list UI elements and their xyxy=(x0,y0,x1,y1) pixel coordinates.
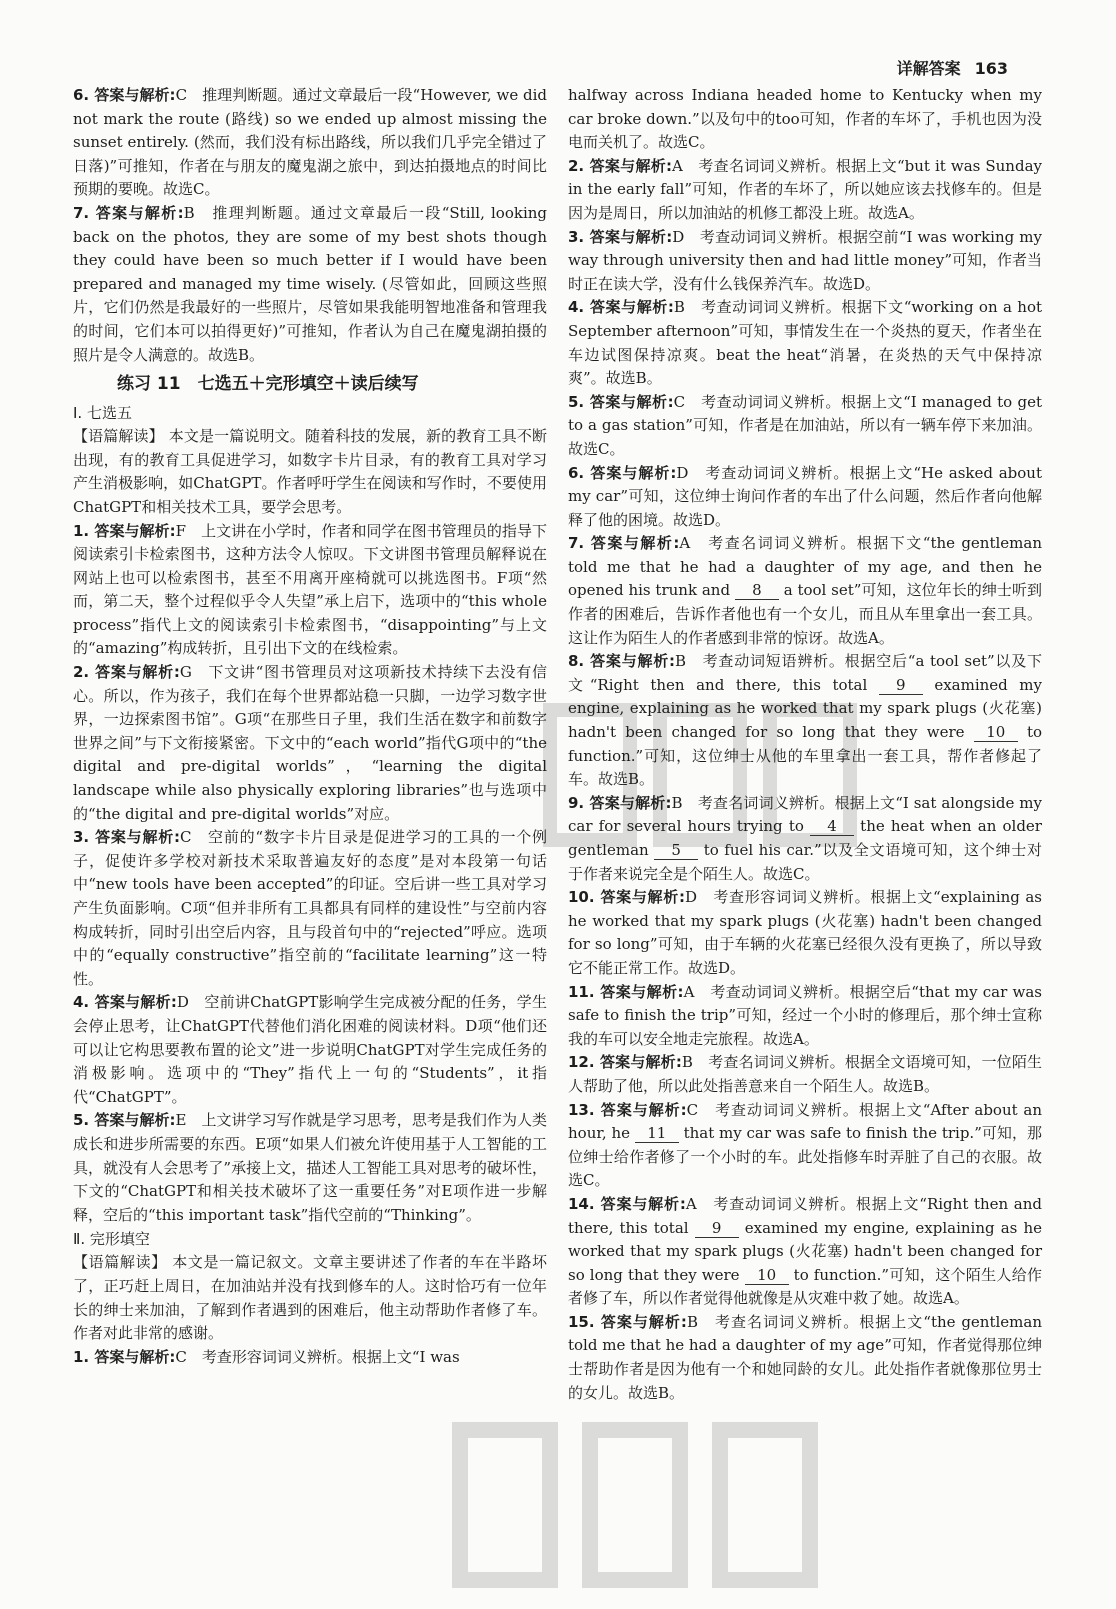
answer-label: 4. 答案与解析: xyxy=(73,993,177,1012)
answer-item xyxy=(73,991,547,1109)
answer-text: E 上文讲学习写作就是学习思考，思考是我们作为人类成长和进步所需要的东西。E项“如果人们被允许使用基于人工智能的工具，就没有人会思考了”承接上文，描述人工智能工具对思考的破坏性，下文的“ChatGPT和相关技术破坏了这一重要任务”对E项作进一步解释，空后的“this important task”指代空前的“Thinking”。 xyxy=(73,1111,548,1224)
answer-label: 5. 答案与解析: xyxy=(568,392,674,411)
answer-text: C 空前的“数字卡片目录是促进学习的工具的一个例子，促使许多学校对新技术采取普遍友好的态度”是对本段第一句话中“new tools have been accepted”的印证。空后讲一些工具对学习产生负面影响。C项“但并非所有工具都具有同样的建设性”与空前内容构成转折，同时引出空后内容，且与段首句中的“rejected”呼应。选项中的“equally constructive”指空前的“facilitate learning”这一特性。 xyxy=(73,828,547,988)
answer-item xyxy=(568,1311,1042,1405)
answer-item xyxy=(568,981,1042,1052)
answer-text: D 空前讲ChatGPT影响学生完成被分配的任务，学生会停止思考，让ChatGPT代替他们消化困难的阅读材料。D项“他们还可以让它构思要教布置的论文”进一步说明ChatGPT对学生完成任务的消极影响。选项中的“They”指代上一句的“Students”，it指代“ChatGPT”。 xyxy=(73,993,548,1106)
answer-text: A 考查动词词义辨析。根据空后“that my car was safe to finish the trip”可知，经过一个小时的修理后，那个绅士宣称我的车可以安全地走完旅程。故选A。 xyxy=(568,982,1042,1048)
answer-item xyxy=(73,1109,547,1227)
answer-label: 3. 答案与解析: xyxy=(568,227,673,246)
answer-text: to fuel his car.”以及全文语境可知，这个绅士对于作者来说完全是个陌生人。故选C。 xyxy=(568,841,1043,883)
answer-text: that my car was safe to finish the trip.”可知，那位绅士给作者修了一个小时的车。此处指修车时弄脏了自己的衣服。故选C。 xyxy=(568,1124,1042,1190)
answer-item xyxy=(568,1051,1042,1098)
page-number: 163 xyxy=(974,59,1008,78)
answer-item xyxy=(568,532,1042,650)
answer-text: a tool set”可知，这位年长的绅士听到作者的困难后，告诉作者他也有一个女儿，而且从车里拿出一套工具。这让作为陌生人的作者感到非常的惊讶。故选A。 xyxy=(568,581,1042,647)
answer-label: 11. 答案与解析: xyxy=(568,982,684,1001)
answer-continuation: halfway across Indiana headed home to Kentucky when my car broke down.”以及句中的too可知，作者的车坏了，手机也因为没电而关机了。故选C。 xyxy=(568,86,1042,152)
answer-item xyxy=(568,462,1042,533)
answer-item xyxy=(568,1099,1042,1193)
answer-label: 5. 答案与解析: xyxy=(73,1111,176,1130)
blank-number: 8 xyxy=(735,581,779,600)
part-heading: Ⅰ. 七选五 xyxy=(73,404,132,423)
answer-item xyxy=(73,202,547,367)
right-column xyxy=(568,84,1042,1405)
answer-text: examined my engine, explaining as he worked that my spark plugs (火花塞) hadn't been changed for so long that they were xyxy=(568,675,1042,742)
blank-number: 10 xyxy=(745,1266,789,1285)
answer-text: examined my engine, explaining as he worked that my spark plugs (火花塞) hadn't been changed for so long that they were xyxy=(568,1218,1042,1284)
answer-label: 10. 答案与解析: xyxy=(568,888,685,907)
part-heading: Ⅱ. 完形填空 xyxy=(73,1230,150,1249)
answer-item xyxy=(73,826,547,991)
passage-intro: 【语篇解读】 本文是一篇说明文。随着科技的发展，新的教育工具不断出现，有的教育工具促进学习，如数字卡片目录，有的教育工具对学习产生消极影响，如ChatGPT。作者呼吁学生在阅读和写作时，不要使用ChatGPT和相关技术工具，要学会思考。 xyxy=(73,427,547,516)
answer-label: 6. 答案与解析: xyxy=(73,86,176,104)
blank-number: 11 xyxy=(635,1124,679,1143)
answer-label: 2. 答案与解析: xyxy=(73,663,180,682)
blank-number: 9 xyxy=(695,1219,739,1238)
answer-label: 3. 答案与解析: xyxy=(73,828,181,847)
page-header xyxy=(897,56,1008,79)
answer-text: B 考查动词词义辨析。根据下文“working on a hot September afternoon”可知，事情发生在一个炎热的夏天，作者坐在车边试图保持凉爽。beat the heat“消暑，在炎热的天气中保持凉爽”。故选B。 xyxy=(568,298,1043,388)
answer-text: D 考查动词词义辨析。根据上文“He asked about my car”可知，这位绅士询问作者的车出了什么问题，然后作者向他解释了他的困境。故选D。 xyxy=(568,463,1042,529)
answer-label: 12. 答案与解析: xyxy=(568,1053,682,1072)
answer-text: G 下文讲“图书管理员对这项新技术持续下去没有信心。所以，作为孩子，我们在每个世界都站稳一只脚，一边学习数字世界，一边探索图书馆”。G项“在那些日子里，我们生活在数字和前数字世界之间”与下文衔接紧密。下文中的“each world”指代G项中的“the digital and pre-digital worlds”，“learning the digital landscape while also physically exploring libraries”也与选项中的“the digital and pre-digital worlds”对应。 xyxy=(73,663,547,823)
answer-label: 7. 答案与解析: xyxy=(73,203,184,222)
blank-number: 9 xyxy=(879,676,923,695)
section-title: 练习 11 七选五＋完形填空＋读后续写 xyxy=(117,374,419,395)
answer-text: the heat when an older gentleman xyxy=(568,817,1042,859)
answer-label: 15. 答案与解析: xyxy=(568,1312,687,1331)
answer-text: D 考查形容词词义辨析。根据上文“explaining as he worked that my spark plugs (火花塞) hadn't been changed for so long”可知，由于车辆的火花塞已经很久没有更换了，所以导致它不能正常工作。故选D。 xyxy=(568,888,1043,977)
answer-text: D 考查动词词义辨析。根据空前“I was working my way through university then and had little money”可知，作者当时正在读大学，没有什么钱保养汽车。故选D。 xyxy=(568,227,1043,293)
answer-item xyxy=(73,84,547,202)
answer-item xyxy=(568,155,1042,226)
answer-item xyxy=(568,391,1042,462)
answer-label: 1. 答案与解析: xyxy=(73,1347,176,1366)
answer-text: C 考查形容词词义辨析。根据上文“I was xyxy=(175,1347,460,1366)
answer-label: 9. 答案与解析: xyxy=(568,793,672,812)
blank-number: 4 xyxy=(810,817,854,836)
blank-number: 10 xyxy=(974,723,1018,742)
answer-label: 1. 答案与解析: xyxy=(73,521,176,540)
answer-label: 4. 答案与解析: xyxy=(568,298,674,317)
answer-text: A 考查名词词义辨析。根据下文“the gentleman told me that he had a daughter of my age, and then he opened his trunk and xyxy=(568,534,1042,600)
answer-text: C 推理判断题。通过文章最后一段“However, we did not mark the route (路线) so we ended up almost missing the sunset entirely. (然而，我们没有标出路线，所以我们几乎完全错过了日落)”可推知，作者在与朋友的魔鬼湖之旅中，到达拍摄地点的时间比预期的要晚。故选C。 xyxy=(73,86,548,199)
answer-item xyxy=(73,1346,547,1370)
answer-item xyxy=(568,886,1042,980)
answer-text: C 考查动词词义辨析。根据上文“After about an hour, he xyxy=(568,1100,1042,1143)
answer-item xyxy=(73,661,547,826)
answer-item xyxy=(568,296,1042,390)
answer-text: B 考查名词词义辨析。根据上文“the gentleman told me that he had a daughter of my age”可知，作者觉得那位绅士帮助作者是因为他有一个和她同龄的女儿。此处指作者就像那位男士的女儿。故选B。 xyxy=(568,1312,1042,1402)
answer-label: 7. 答案与解析: xyxy=(568,534,680,553)
answer-item xyxy=(73,520,547,662)
answer-text: B 推理判断题。通过文章最后一段“Still, looking back on the photos, they are some of my best shots though they could have been so much better if I would have been prepared and managed my time wisely. (尽管如此，回顾这些照片，它们仍然是我最好的一些照片，尽管如果我能明智地准备和管理我的时间，它们本可以拍得更好)”可推知，作者认为自己在魔鬼湖拍摄的照片是令人满意的。故选B。 xyxy=(73,203,548,364)
answer-item xyxy=(568,226,1042,297)
answer-label: 2. 答案与解析: xyxy=(568,156,673,175)
answer-item xyxy=(568,792,1042,886)
answer-text: B 考查名词词义辨析。根据全文语境可知，一位陌生人帮助了他，所以此处指善意来自一个陌生人。故选B。 xyxy=(568,1053,1043,1095)
answer-item xyxy=(568,650,1042,792)
answer-label: 8. 答案与解析: xyxy=(568,652,676,671)
left-column xyxy=(73,84,547,1369)
blank-number: 5 xyxy=(654,841,698,860)
passage-intro: 【语篇解读】 本文是一篇记叙文。文章主要讲述了作者的车在半路坏了，正巧赶上周日，在加油站并没有找到修车的人。这时恰巧有一位年长的绅士来加油，了解到作者遇到的困难后，他主动帮助作者修了车。作者对此非常的感谢。 xyxy=(73,1253,547,1343)
answer-text: A 考查名词词义辨析。根据上文“but it was Sunday in the early fall”可知，作者的车坏了，所以她应该去找修车的。但是因为是周日，所以加油站的机修工都没上班。故选A。 xyxy=(568,156,1042,222)
answer-item xyxy=(568,1193,1042,1311)
answer-text: B 考查名词词义辨析。根据上文“I sat alongside my car for several hours trying to xyxy=(568,793,1043,836)
answer-text: A 考查动词词义辨析。根据上文“Right then and there, this total xyxy=(568,1194,1042,1237)
watermark-graphic-2 xyxy=(450,1420,830,1590)
answer-label: 13. 答案与解析: xyxy=(568,1100,687,1119)
answer-text: C 考查动词词义辨析。根据上文“I managed to get to a gas station”可知，作者是在加油站，所以有一辆车停下来加油。故选C。 xyxy=(568,392,1043,458)
answer-text: B 考查动词短语辨析。根据空后“a tool set”以及下文“Right then and there, this total xyxy=(568,652,1042,694)
answer-text: to function.”可知，这个陌生人给作者修了车，所以作者觉得他就像是从灾难中救了她。故选A。 xyxy=(568,1265,1042,1308)
answer-text: to function.”可知，这位绅士从他的车里拿出一套工具，帮作者修起了车。故选B。 xyxy=(568,723,1043,789)
answer-text: F 上文讲在小学时，作者和同学在图书管理员的指导下阅读索引卡检索图书，这种方法令人惊叹。下文讲图书管理员解释说在网站上也可以检索图书，甚至不用离开座椅就可以挑选图书。F项“然而，第二天，整个过程似乎令人失望”承上启下，选项中的“this whole process”指代上文的阅读索引卡检索图书，“disappointing”与上文的“amazing”构成转折，且引出下文的在线检索。 xyxy=(73,521,547,658)
answer-label: 6. 答案与解析: xyxy=(568,463,677,482)
header-title: 详解答案 xyxy=(896,59,961,78)
answer-label: 14. 答案与解析: xyxy=(568,1194,686,1213)
